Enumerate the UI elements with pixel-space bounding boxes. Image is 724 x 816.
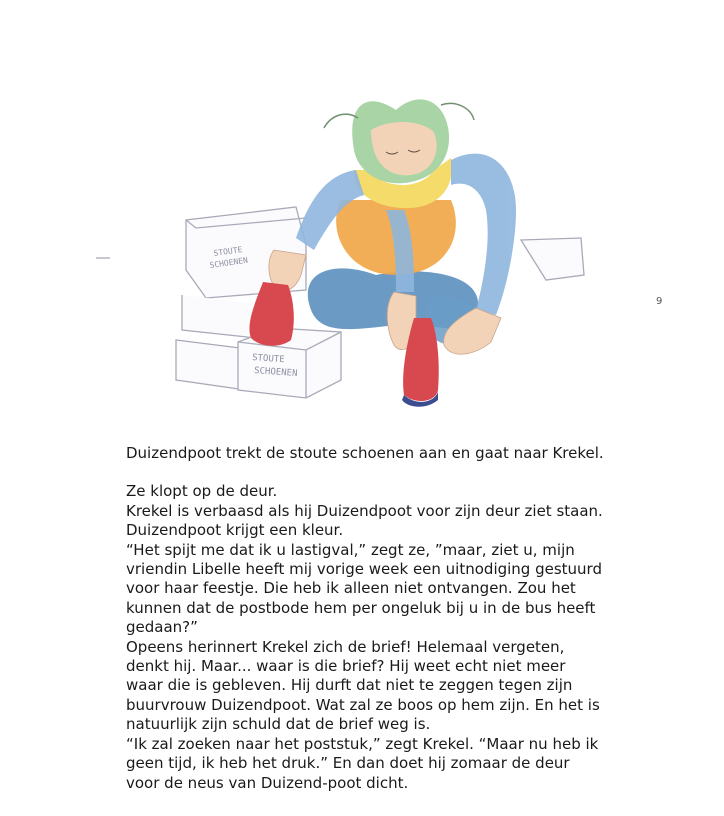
story-paragraph: Ze klopt op de deur. <box>126 482 278 501</box>
illustration-centipede-trying-on-boots <box>96 60 596 420</box>
story-text <box>126 444 606 793</box>
page-number: 9 <box>656 296 663 307</box>
story-paragraph: “Het spijt me dat ik u lastigval,” zegt ze, ”maar, ziet u, mijn vriendin Libelle heeft mij vorige week een uitnodiging gestuurd voor haar feestje. Die heb ik alleen niet ontvangen. Zou het kunnen dat de postbode hem per ongeluk bij u in de bus heeft gedaan?” <box>126 540 602 637</box>
box-label-1-line-2: SCHOENEN <box>209 255 249 270</box>
story-paragraph: Opeens herinnert Krekel zich de brief! Helemaal vergeten, denkt hij. Maar... waar is die brief? Hij weet echt niet meer waar die is gebleven. Hij durft dat niet te zeggen tegen zijn buurvrouw Duizendpoot. Wat zal ze boos op hem zijn. En het is natuurlijk zijn schuld dat de brief weg is. <box>126 637 600 734</box>
story-paragraph: Krekel is verbaasd als hij Duizendpoot voor zijn deur ziet staan. <box>126 501 603 520</box>
story-paragraph: Duizendpoot trekt de stoute schoenen aan en gaat naar Krekel. <box>126 444 604 462</box>
box-label-2-line-1: STOUTE <box>251 353 285 366</box>
box-label-2-line-2: SCHOENEN <box>253 366 298 380</box>
story-paragraph: “Ik zal zoeken naar het poststuk,” zegt Krekel. “Maar nu heb ik geen tijd, ik heb het druk.” En dan doet hij zomaar de deur voor de neus van Duizend-poot dicht. <box>126 734 599 792</box>
box-label-1-line-1: STOUTE <box>213 245 243 258</box>
story-paragraph: Duizendpoot krijgt een kleur. <box>126 521 344 540</box>
